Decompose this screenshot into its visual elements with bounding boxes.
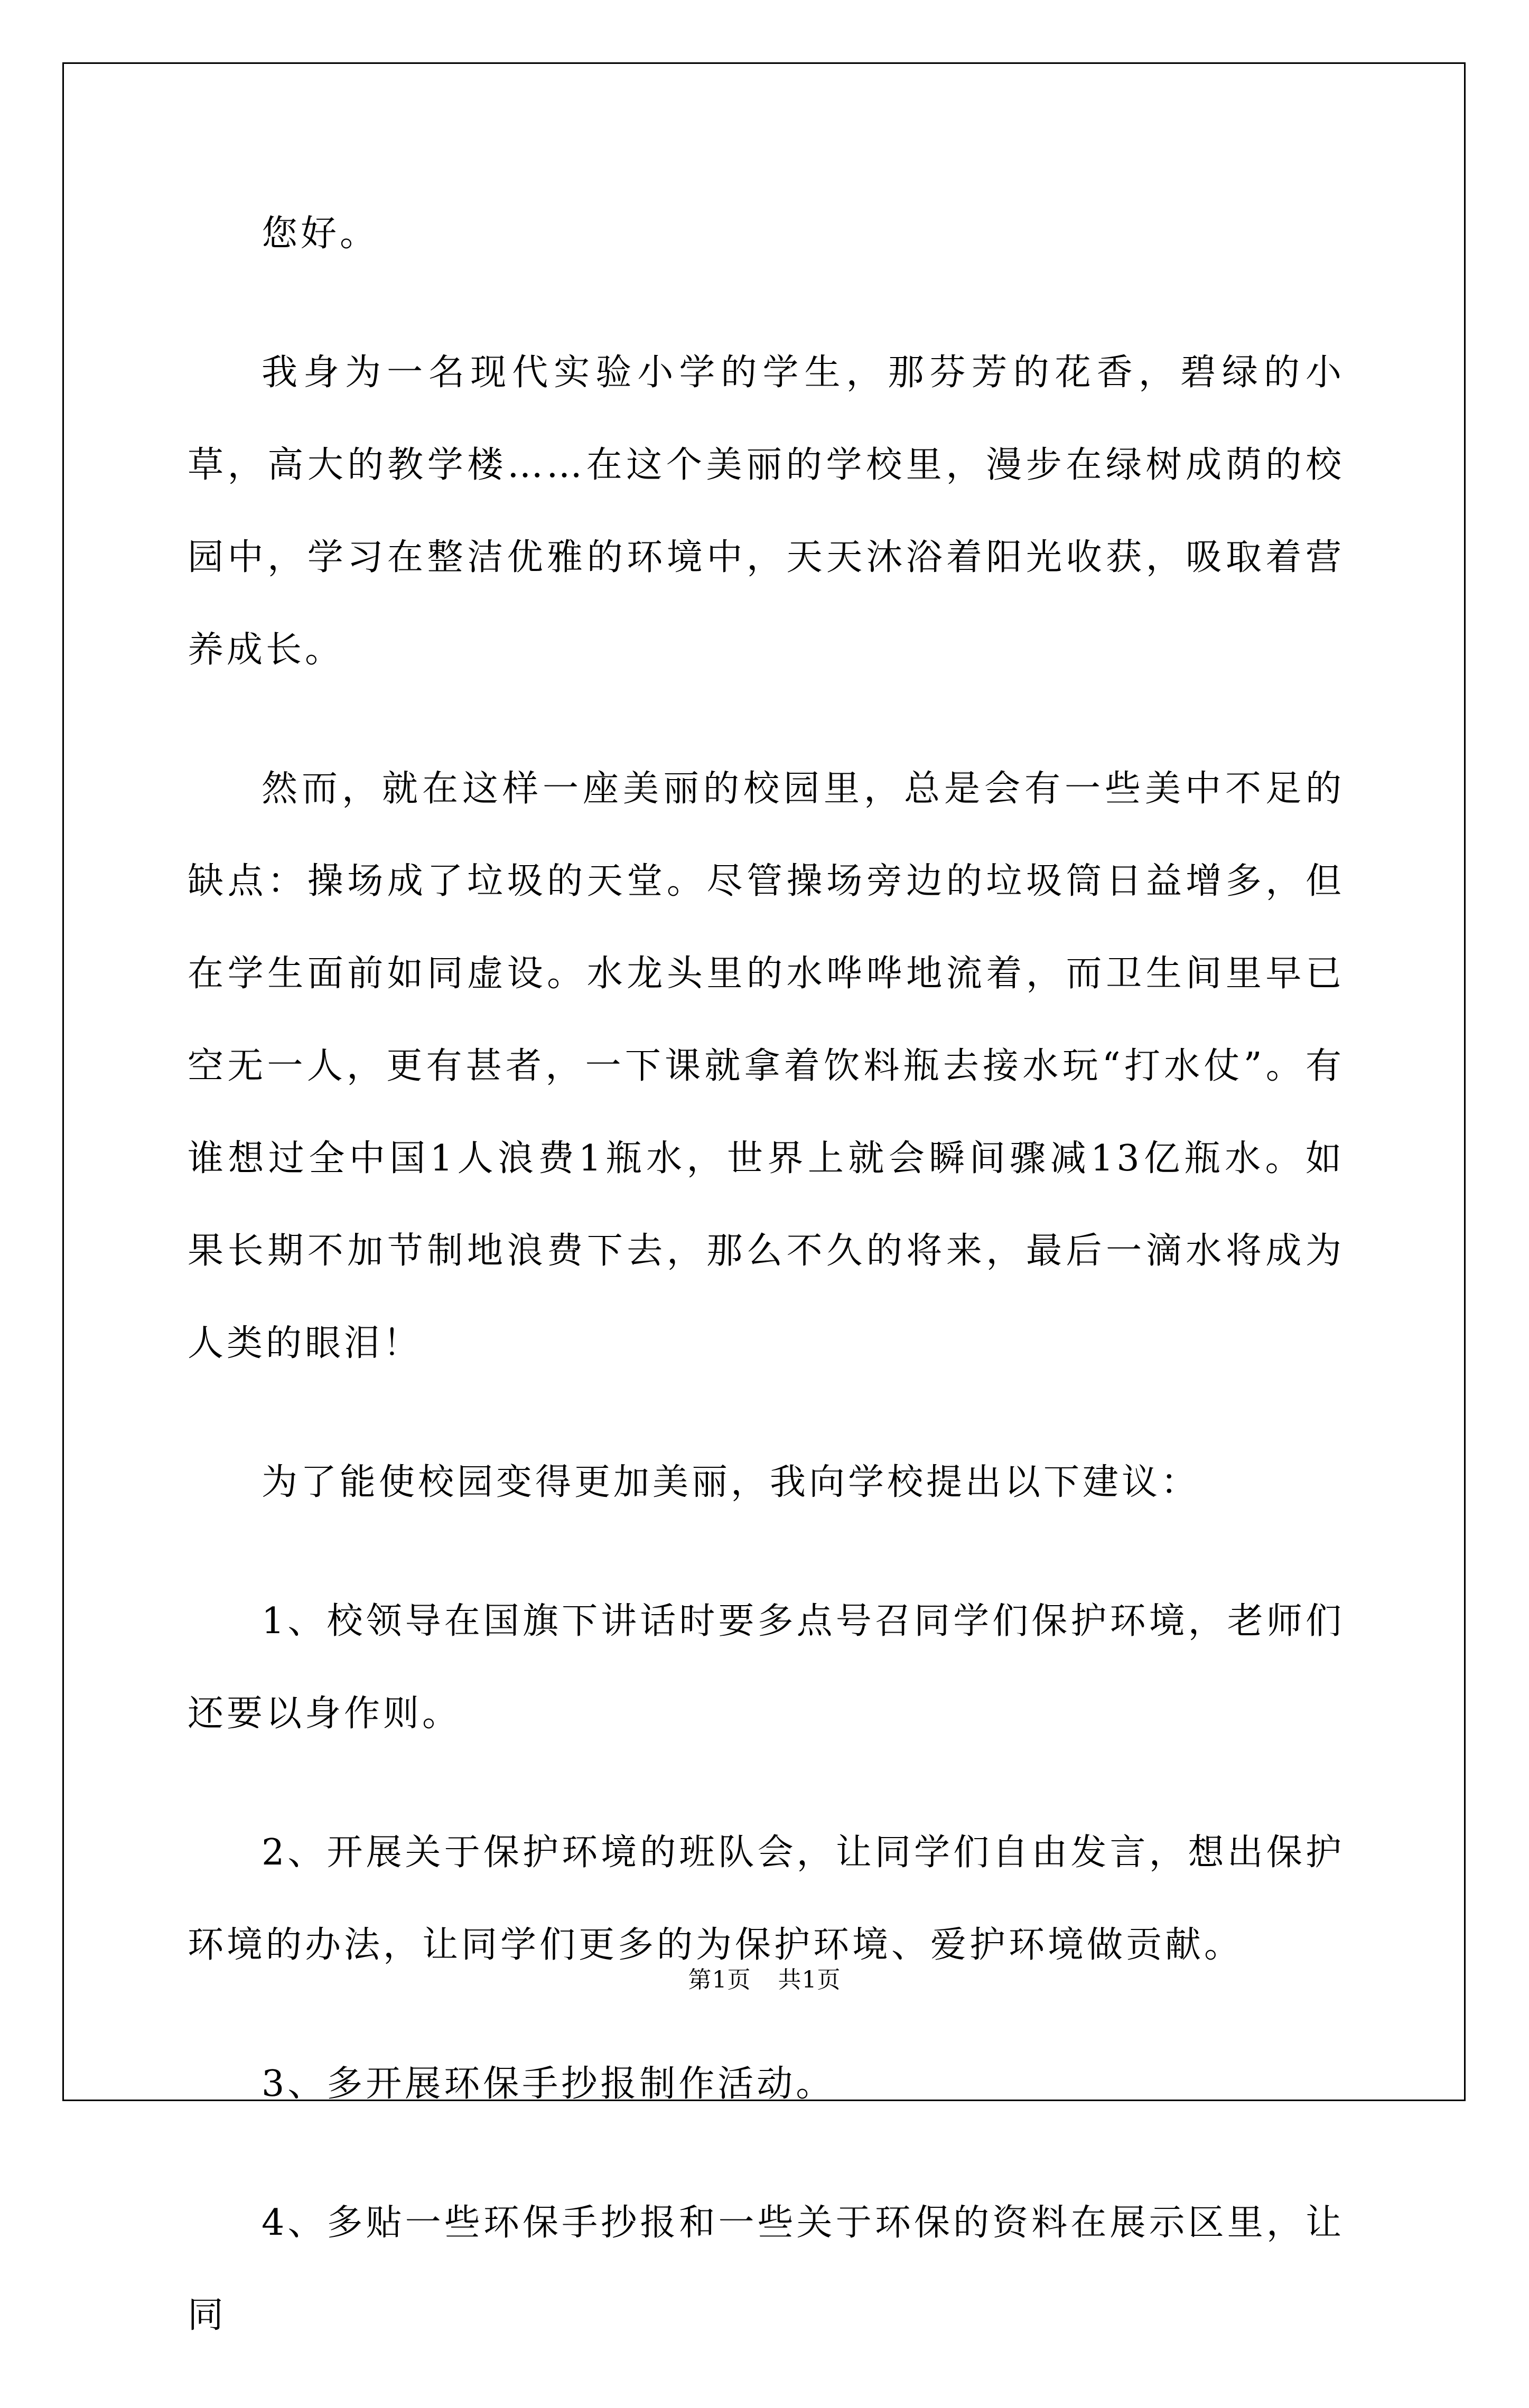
paragraph-problems: 然而，就在这样一座美丽的校园里，总是会有一些美中不足的缺点：操场成了垃圾的天堂。尽管操场旁边的垃圾筒日益增多，但在学生面前如同虚设。水龙头里的水哗哗地流着，而卫生间里早已空无一人，更有甚者，一下课就拿着饮料瓶去接水玩“打水仗”。有谁想过全中国1人浪费1瓶水，世界上就会瞬间骤减13亿瓶水。如果长期不加节制地浪费下去，那么不久的将来，最后一滴水将成为人类的眼泪！ — [188, 768, 1345, 1364]
paragraph-suggestion-2: 2、开展关于保护环境的班队会，让同学们自由发言，想出保护环境的办法，让同学们更多的为保护环境、爱护环境做贡献。 — [188, 1832, 1345, 1966]
paragraph-suggestion-4: 4、多贴一些环保手抄报和一些关于环保的资料在展示区里，让同 — [188, 2202, 1345, 2336]
paragraph-suggestion-1: 1、校领导在国旗下讲话时要多点号召同学们保护环境，老师们还要以身作则。 — [188, 1600, 1345, 1735]
paragraph-intro: 我身为一名现代实验小学的学生，那芬芳的花香，碧绿的小草，高大的教学楼……在这个美丽的学校里，漫步在绿树成荫的校园中，学习在整洁优雅的环境中，天天沐浴着阳光收获，吸取着营养成长。 — [188, 352, 1345, 671]
paragraph-greeting: 您好。 — [262, 213, 379, 255]
page-number: 第1页 — [688, 1966, 751, 1993]
paragraph-suggestion-3: 3、多开展环保手抄报制作活动。 — [262, 2063, 835, 2105]
document-body — [188, 188, 1345, 2408]
paragraph-suggestion-lead: 为了能使校园变得更加美丽，我向学校提出以下建议： — [262, 1461, 1200, 1503]
page-total: 共1页 — [778, 1966, 841, 1993]
page-footer — [0, 1961, 1529, 1994]
